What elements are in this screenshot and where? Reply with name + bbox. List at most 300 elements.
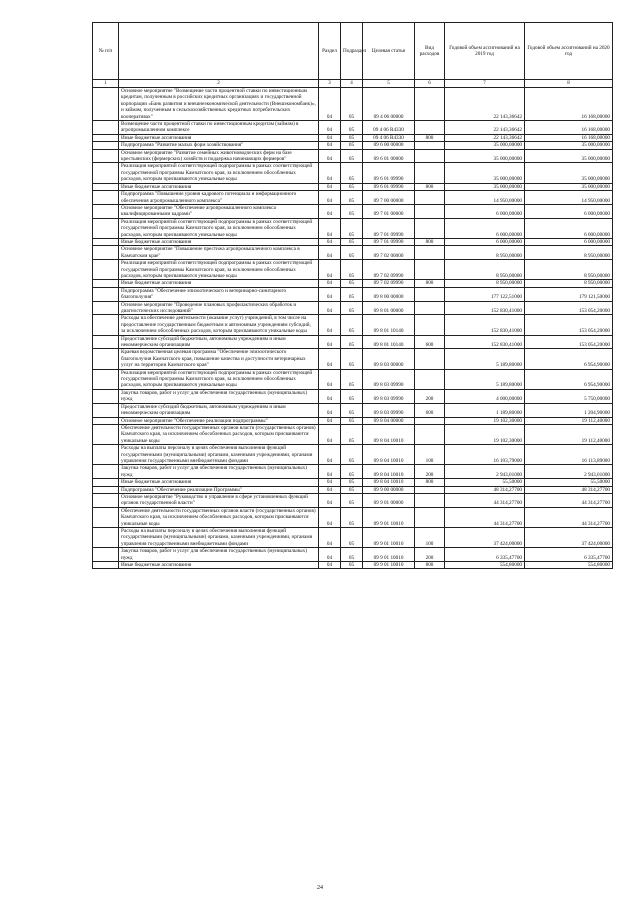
row-razdel: 04: [319, 280, 341, 287]
row-num: [93, 238, 119, 245]
row-num: [93, 149, 119, 163]
row-name: Подпрограмма "Обеспечение реализации Программы": [119, 486, 319, 493]
row-sum2020: 19 112,40000: [525, 417, 613, 424]
row-num: [93, 417, 119, 424]
row-name: Подпрограмма "Повышение уровня кадрового потенциала и информационного обеспечения агропромышленного комплекса": [119, 191, 319, 205]
row-sum2019: 5 189,80000: [445, 349, 525, 369]
row-name: Иные бюджетные ассигнования: [119, 134, 319, 141]
row-razdel: 04: [319, 486, 341, 493]
header-razdel: Раздел: [319, 23, 341, 80]
index-cell: 1: [93, 80, 119, 88]
row-razdel: 04: [319, 507, 341, 527]
row-razdel: 04: [319, 465, 341, 479]
row-podrazdel: 05: [341, 493, 363, 507]
row-tselevaya: 09 7 02 09990: [363, 280, 415, 287]
row-podrazdel: 05: [341, 548, 363, 562]
table-body: [93, 88, 613, 569]
row-razdel: 04: [319, 445, 341, 465]
table-row: [93, 260, 613, 280]
row-tselevaya: 09 9 01 00000: [363, 493, 415, 507]
table-row: [93, 287, 613, 301]
table-row: [93, 562, 613, 569]
budget-table: [92, 22, 613, 569]
row-sum2020: 6 954,90000: [525, 349, 613, 369]
row-razdel: 04: [319, 301, 341, 315]
row-razdel: 04: [319, 149, 341, 163]
row-sum2020: 1 204,90000: [525, 403, 613, 417]
row-sum2020: 16 168,00000: [525, 121, 613, 135]
row-sum2019: 8 950,00000: [445, 260, 525, 280]
row-tselevaya: 09 9 01 10010: [363, 528, 415, 548]
row-vid: 800: [415, 183, 445, 190]
row-sum2020: 153 054,20000: [525, 315, 613, 335]
row-sum2020: 19 112,40000: [525, 424, 613, 444]
row-name: Закупка товаров, работ и услуг для обеспечения государственных (муниципальных) нужд: [119, 548, 319, 562]
row-razdel: 04: [319, 335, 341, 349]
row-podrazdel: 05: [341, 417, 363, 424]
row-tselevaya: 09 8 04 10010: [363, 424, 415, 444]
row-num: [93, 548, 119, 562]
row-tselevaya: 09 6 00 00000: [363, 142, 415, 149]
row-tselevaya: 09 8 01 10140: [363, 335, 415, 349]
row-vid: 600: [415, 335, 445, 349]
row-podrazdel: 05: [341, 445, 363, 465]
row-sum2019: 554,80000: [445, 562, 525, 569]
row-name: Возмещение части процентной ставки по инвестиционным кредитам (займам) в агропромышленном комплексе: [119, 121, 319, 135]
row-razdel: 04: [319, 562, 341, 569]
row-name: Основное мероприятие "Развитие семейных животноводческих ферм на базе крестьянских (фермерских) хозяйств и поддержка начинающих фермеров": [119, 149, 319, 163]
row-sum2019: 177 122,51000: [445, 287, 525, 301]
row-podrazdel: 05: [341, 163, 363, 183]
row-razdel: 04: [319, 134, 341, 141]
row-sum2020: 6 954,90000: [525, 369, 613, 389]
row-num: [93, 369, 119, 389]
row-podrazdel: 05: [341, 562, 363, 569]
row-vid: 100: [415, 445, 445, 465]
row-razdel: 04: [319, 238, 341, 245]
row-vid: [415, 149, 445, 163]
row-vid: 200: [415, 389, 445, 403]
table-row: [93, 246, 613, 260]
row-razdel: 04: [319, 493, 341, 507]
table-row: [93, 493, 613, 507]
row-vid: [415, 142, 445, 149]
row-sum2020: 35 000,00000: [525, 142, 613, 149]
row-podrazdel: 05: [341, 389, 363, 403]
row-vid: [415, 121, 445, 135]
row-tselevaya: 09 8 04 10010: [363, 445, 415, 465]
row-tselevaya: 09 4 06 R4330: [363, 134, 415, 141]
row-razdel: 04: [319, 287, 341, 301]
row-tselevaya: 09 8 04 10010: [363, 465, 415, 479]
row-sum2020: 6 000,00000: [525, 218, 613, 238]
row-name: Иные бюджетные ассигнования: [119, 183, 319, 190]
row-sum2019: 8 950,00000: [445, 246, 525, 260]
row-razdel: 04: [319, 260, 341, 280]
table-header-row: [93, 23, 613, 80]
row-name: Подпрограмма "Развитие малых форм хозяйствования": [119, 142, 319, 149]
table-row: [93, 204, 613, 218]
table-row: [93, 548, 613, 562]
table-row: [93, 479, 613, 486]
row-podrazdel: 05: [341, 191, 363, 205]
row-podrazdel: 05: [341, 301, 363, 315]
row-vid: [415, 163, 445, 183]
row-sum2019: 6 000,00000: [445, 204, 525, 218]
row-tselevaya: 09 4 06 R4330: [363, 121, 415, 135]
row-vid: [415, 369, 445, 389]
table-row: [93, 183, 613, 190]
row-sum2019: 5 189,80000: [445, 369, 525, 389]
row-name: Реализация мероприятий соответствующей подпрограммы в рамках соответствующей государственной программы Камчатского края, за исключением обособленных расходов, которым присваиваются уникальные коды: [119, 218, 319, 238]
table-row: [93, 417, 613, 424]
row-razdel: 04: [319, 403, 341, 417]
table-row: [93, 134, 613, 141]
row-sum2019: 44 314,27700: [445, 507, 525, 527]
row-num: [93, 163, 119, 183]
row-num: [93, 301, 119, 315]
row-razdel: 04: [319, 183, 341, 190]
row-razdel: 04: [319, 417, 341, 424]
row-name: Предоставление субсидий бюджетным, автономным учреждениям и иным некоммерческим организациям: [119, 335, 319, 349]
row-tselevaya: 09 6 01 00000: [363, 149, 415, 163]
row-num: [93, 183, 119, 190]
index-cell: 3: [319, 80, 341, 88]
row-name: Основное мероприятие "Возмещение части процентной ставки по инвестиционным кредитам, полученным в российских кредитных организациях и государственной корпорации «Банк развития и внешнеэкономической деятельности (Внешэкономбанк)», и займам, полученным в сельскохозяйственных кредитных потребительских кооперативах": [119, 88, 319, 121]
header-name: [119, 23, 319, 80]
table-row: [93, 507, 613, 527]
row-tselevaya: 09 7 01 00000: [363, 204, 415, 218]
row-sum2019: 55,50000: [445, 479, 525, 486]
row-num: [93, 528, 119, 548]
row-podrazdel: 05: [341, 204, 363, 218]
row-vid: [415, 287, 445, 301]
row-num: [93, 445, 119, 465]
row-sum2020: 554,80000: [525, 562, 613, 569]
table-row: [93, 163, 613, 183]
row-name: Основное мероприятие "Повышение престижа агропромышленного комплекса в Камчатском крае": [119, 246, 319, 260]
row-vid: 100: [415, 528, 445, 548]
row-name: Расходы на выплаты персоналу в целях обеспечения выполнения функций государственными (муниципальными) органами, казенными учреждениями, органами управления государственными внебюджетными фондами: [119, 528, 319, 548]
table-row: [93, 445, 613, 465]
row-sum2019: 6 000,00000: [445, 238, 525, 245]
row-razdel: 04: [319, 246, 341, 260]
row-sum2019: 35 000,00000: [445, 149, 525, 163]
row-razdel: 04: [319, 349, 341, 369]
row-sum2019: 37 424,00000: [445, 528, 525, 548]
row-sum2020: 37 424,00000: [525, 528, 613, 548]
row-num: [93, 507, 119, 527]
row-tselevaya: 09 8 00 00000: [363, 287, 415, 301]
row-podrazdel: 05: [341, 260, 363, 280]
row-name: Иные бюджетные ассигнования: [119, 479, 319, 486]
row-sum2020: 48 314,27700: [525, 486, 613, 493]
table-row: [93, 88, 613, 121]
row-razdel: 04: [319, 142, 341, 149]
row-tselevaya: 09 8 04 10010: [363, 479, 415, 486]
row-sum2020: 179 121,50000: [525, 287, 613, 301]
column-index-row: [93, 80, 613, 88]
row-tselevaya: 09 8 01 10140: [363, 315, 415, 335]
table-row: [93, 301, 613, 315]
row-podrazdel: 05: [341, 465, 363, 479]
row-podrazdel: 05: [341, 479, 363, 486]
row-sum2019: 22 143,36642: [445, 134, 525, 141]
row-sum2019: 14 950,00000: [445, 191, 525, 205]
row-vid: [415, 301, 445, 315]
row-podrazdel: 05: [341, 149, 363, 163]
row-sum2020: 153 054,20000: [525, 301, 613, 315]
row-sum2019: 1 189,80000: [445, 403, 525, 417]
row-podrazdel: 05: [341, 369, 363, 389]
row-vid: [415, 417, 445, 424]
row-podrazdel: 05: [341, 528, 363, 548]
row-sum2019: 2 943,01000: [445, 465, 525, 479]
header-sum2020: Годовой объем ассигнований на 2020 год: [525, 23, 613, 80]
row-name: Закупка товаров, работ и услуг для обеспечения государственных (муниципальных) нужд: [119, 465, 319, 479]
header-sum2019: Годовой объем ассигнований на 2019 год: [445, 23, 525, 80]
row-vid: 800: [415, 280, 445, 287]
row-razdel: 04: [319, 204, 341, 218]
header-vid: Вид расходов: [415, 23, 445, 80]
row-sum2019: 6 335,47700: [445, 548, 525, 562]
row-name: Основное мероприятие "Проведение плановых профилактических обработок и диагностических исследований": [119, 301, 319, 315]
row-num: [93, 204, 119, 218]
row-vid: [415, 246, 445, 260]
row-vid: [415, 260, 445, 280]
row-num: [93, 335, 119, 349]
table-row: [93, 238, 613, 245]
row-name: Основное мероприятие "Обеспечение реализации подпрограммы": [119, 417, 319, 424]
row-tselevaya: 09 7 02 00000: [363, 246, 415, 260]
row-sum2019: 16 103,79000: [445, 445, 525, 465]
row-num: [93, 218, 119, 238]
row-num: [93, 191, 119, 205]
row-tselevaya: 09 9 01 10010: [363, 548, 415, 562]
index-cell: 8: [525, 80, 613, 88]
row-razdel: 04: [319, 315, 341, 335]
header-num: № п/п: [93, 23, 119, 80]
row-vid: [415, 349, 445, 369]
row-name: Иные бюджетные ассигнования: [119, 562, 319, 569]
row-tselevaya: 09 7 02 09990: [363, 260, 415, 280]
row-sum2019: 35 000,00000: [445, 163, 525, 183]
row-tselevaya: 09 6 01 09990: [363, 183, 415, 190]
row-name: Иные бюджетные ассигнования: [119, 238, 319, 245]
row-tselevaya: 09 6 01 09990: [363, 163, 415, 183]
row-num: [93, 486, 119, 493]
row-num: [93, 479, 119, 486]
table-row: [93, 149, 613, 163]
row-sum2020: 8 950,00000: [525, 260, 613, 280]
table-row: [93, 191, 613, 205]
row-sum2020: 35 000,00000: [525, 163, 613, 183]
row-sum2020: 16 113,89000: [525, 445, 613, 465]
row-num: [93, 562, 119, 569]
row-razdel: 04: [319, 88, 341, 121]
row-sum2019: 4 000,00000: [445, 389, 525, 403]
index-cell: 5: [363, 80, 415, 88]
row-name: Обеспечение деятельности государственных органов власти (государственных органов) Камчатского края, за исключением обособленных расходов, которым присваиваются уникальные коды: [119, 424, 319, 444]
row-num: [93, 349, 119, 369]
row-sum2020: 14 950,00000: [525, 191, 613, 205]
row-sum2019: 152 830,41000: [445, 315, 525, 335]
row-sum2019: 22 143,36642: [445, 88, 525, 121]
row-num: [93, 287, 119, 301]
row-vid: 200: [415, 465, 445, 479]
row-tselevaya: 09 7 01 09990: [363, 238, 415, 245]
table-row: [93, 280, 613, 287]
row-vid: [415, 424, 445, 444]
row-num: [93, 280, 119, 287]
row-sum2019: 6 000,00000: [445, 218, 525, 238]
row-vid: [415, 315, 445, 335]
row-num: [93, 403, 119, 417]
row-podrazdel: 05: [341, 486, 363, 493]
row-sum2020: 8 950,00000: [525, 246, 613, 260]
index-cell: 4: [341, 80, 363, 88]
row-tselevaya: 09 9 01 10010: [363, 507, 415, 527]
row-num: [93, 121, 119, 135]
row-num: [93, 424, 119, 444]
row-num: [93, 315, 119, 335]
row-podrazdel: 05: [341, 287, 363, 301]
row-name: Основное мероприятие "Руководство и управление в сфере установленных функций органов государственной власти": [119, 493, 319, 507]
row-sum2020: 6 000,00000: [525, 238, 613, 245]
row-razdel: 04: [319, 218, 341, 238]
row-vid: [415, 218, 445, 238]
row-sum2019: 19 102,30000: [445, 417, 525, 424]
row-sum2019: 22 143,36642: [445, 121, 525, 135]
row-podrazdel: 05: [341, 315, 363, 335]
row-sum2020: 35 000,00000: [525, 149, 613, 163]
row-vid: [415, 493, 445, 507]
row-tselevaya: 09 4 06 00000: [363, 88, 415, 121]
row-tselevaya: 09 8 01 00000: [363, 301, 415, 315]
row-sum2020: 2 943,01000: [525, 465, 613, 479]
row-sum2020: 44 314,27700: [525, 507, 613, 527]
row-num: [93, 465, 119, 479]
row-razdel: 04: [319, 479, 341, 486]
table-row: [93, 335, 613, 349]
row-name: Подпрограмма "Обеспечение эпизоотического и ветеринарно-санитарного благополучия": [119, 287, 319, 301]
header-tselevaya: Целевая статья: [363, 23, 415, 80]
row-tselevaya: 09 7 01 09990: [363, 218, 415, 238]
row-vid: 800: [415, 238, 445, 245]
row-tselevaya: 09 8 03 09990: [363, 403, 415, 417]
row-num: [93, 493, 119, 507]
row-name: Обеспечение деятельности государственных органов власти (государственных органов) Камчатского края, за исключением обособленных расходов, которым присваиваются уникальные коды: [119, 507, 319, 527]
row-sum2020: 16 168,00000: [525, 134, 613, 141]
row-podrazdel: 05: [341, 121, 363, 135]
row-podrazdel: 05: [341, 280, 363, 287]
row-sum2020: 6 000,00000: [525, 204, 613, 218]
row-name: Краевая ведомственная целевая программа "Обеспечение эпизоотического благополучия Камчатского края, повышение качества и доступности ветеринарных услуг на территории Камчатского края": [119, 349, 319, 369]
row-name: Иные бюджетные ассигнования: [119, 280, 319, 287]
table-row: [93, 369, 613, 389]
table-row: [93, 142, 613, 149]
row-vid: 800: [415, 479, 445, 486]
row-sum2019: 19 102,30000: [445, 424, 525, 444]
row-sum2020: 153 054,20000: [525, 335, 613, 349]
row-num: [93, 88, 119, 121]
row-podrazdel: 05: [341, 134, 363, 141]
row-razdel: 04: [319, 121, 341, 135]
row-sum2019: 44 314,27700: [445, 493, 525, 507]
row-num: [93, 260, 119, 280]
row-name: Реализация мероприятий соответствующей подпрограммы в рамках соответствующей государственной программы Камчатского края, за исключением обособленных расходов, которым присваиваются уникальные коды: [119, 163, 319, 183]
table-row: [93, 121, 613, 135]
row-vid: 800: [415, 562, 445, 569]
row-tselevaya: 09 8 04 00000: [363, 417, 415, 424]
row-sum2020: 55,50000: [525, 479, 613, 486]
table-row: [93, 465, 613, 479]
row-vid: 200: [415, 548, 445, 562]
row-razdel: 04: [319, 369, 341, 389]
row-sum2020: 35 000,00000: [525, 183, 613, 190]
row-razdel: 04: [319, 163, 341, 183]
table-row: [93, 218, 613, 238]
row-podrazdel: 05: [341, 335, 363, 349]
row-podrazdel: 05: [341, 507, 363, 527]
row-podrazdel: 05: [341, 246, 363, 260]
table-row: [93, 486, 613, 493]
row-podrazdel: 05: [341, 218, 363, 238]
index-cell: 2: [119, 80, 319, 88]
row-podrazdel: 05: [341, 424, 363, 444]
row-razdel: 04: [319, 528, 341, 548]
row-podrazdel: 05: [341, 403, 363, 417]
row-vid: [415, 88, 445, 121]
row-vid: [415, 486, 445, 493]
row-tselevaya: 09 9 01 10010: [363, 562, 415, 569]
header-podrazdel: Подраздел: [341, 23, 363, 80]
table-row: [93, 315, 613, 335]
row-name: Реализация мероприятий соответствующей подпрограммы в рамках соответствующей государственной программы Камчатского края, за исключением обособленных расходов, которым присваиваются уникальные коды: [119, 369, 319, 389]
row-sum2019: 152 830,41000: [445, 335, 525, 349]
row-podrazdel: 05: [341, 349, 363, 369]
row-sum2020: 6 335,47700: [525, 548, 613, 562]
row-sum2019: 8 950,00000: [445, 280, 525, 287]
row-name: Расходы на обеспечение деятельности (оказание услуг) учреждений, в том числе на предоставление государственным бюджетным и автономным учреждениям субсидий, за исключением обособленных расходов, которым присваиваются уникальные коды: [119, 315, 319, 335]
row-tselevaya: 09 8 03 00000: [363, 349, 415, 369]
row-tselevaya: 09 9 00 00000: [363, 486, 415, 493]
row-razdel: 04: [319, 389, 341, 403]
row-podrazdel: 05: [341, 88, 363, 121]
budget-table-page: [92, 22, 612, 569]
row-vid: [415, 191, 445, 205]
row-vid: 600: [415, 403, 445, 417]
row-sum2020: 8 950,00000: [525, 280, 613, 287]
row-podrazdel: 05: [341, 142, 363, 149]
row-num: [93, 142, 119, 149]
table-row: [93, 528, 613, 548]
row-name: Основное мероприятие "Обеспечение агропромышленного комплекса квалифицированными кадрами": [119, 204, 319, 218]
row-name: Предоставление субсидий бюджетным, автономным учреждениям и иным некоммерческим организациям: [119, 403, 319, 417]
row-name: Закупка товаров, работ и услуг для обеспечения государственных (муниципальных) нужд: [119, 389, 319, 403]
table-row: [93, 349, 613, 369]
row-vid: [415, 507, 445, 527]
row-name: Реализация мероприятий соответствующей подпрограммы в рамках соответствующей государственной программы Камчатского края, за исключением обособленных расходов, которым присваиваются уникальные коды: [119, 260, 319, 280]
row-tselevaya: 09 7 00 00000: [363, 191, 415, 205]
table-row: [93, 389, 613, 403]
row-sum2020: 16 168,00000: [525, 88, 613, 121]
index-cell: 6: [415, 80, 445, 88]
row-num: [93, 134, 119, 141]
index-cell: 7: [445, 80, 525, 88]
row-sum2020: 5 750,00000: [525, 389, 613, 403]
row-sum2019: 35 000,00000: [445, 183, 525, 190]
